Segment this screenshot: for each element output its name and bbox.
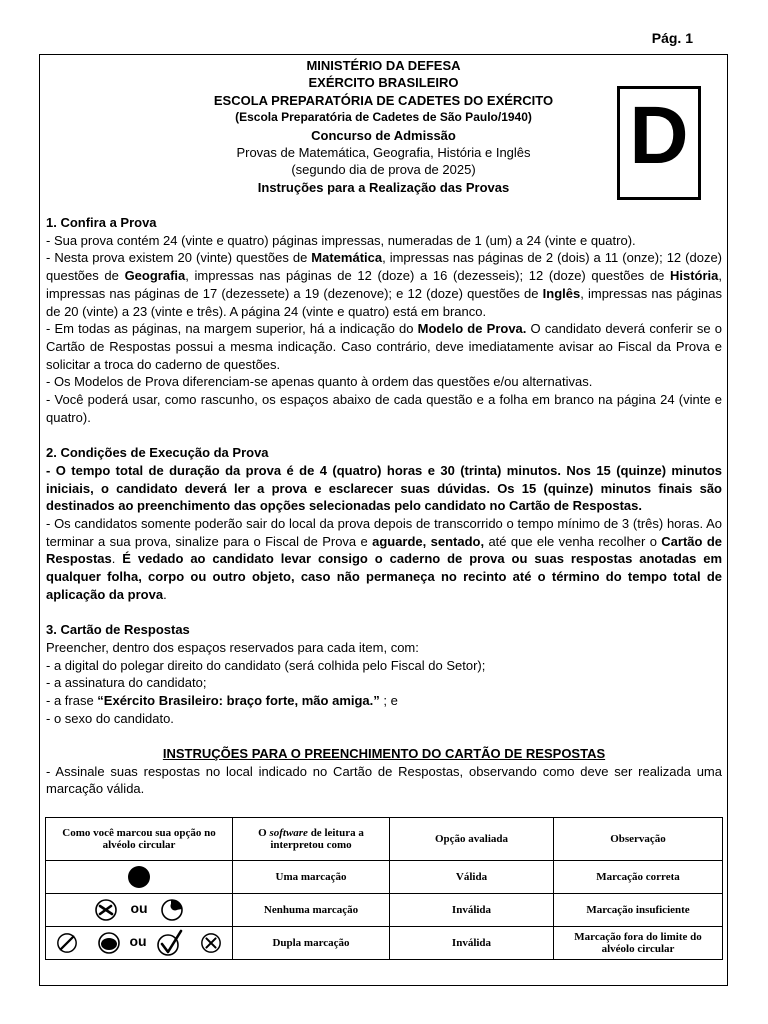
section3-item-signature: - a assinatura do candidato;: [46, 675, 207, 691]
filled-circle-icon: [127, 865, 151, 889]
row-evaluation: Inválida: [390, 927, 554, 960]
header-school-subtitle: (Escola Preparatória de Cadetes de São Paulo/1940): [235, 110, 532, 125]
mark-examples-insufficient: [46, 894, 233, 927]
mark-examples-valid: [46, 861, 233, 894]
header-instructions-title: Instruções para a Realização das Provas: [257, 179, 510, 195]
header-software-reading: O software de leitura a interpretou como: [233, 818, 390, 861]
table-row: [46, 861, 723, 894]
check-circle-icon: [155, 928, 185, 958]
section1-p2: - Nesta prova existem 20 (vinte) questões de Matemática, impressas nas páginas de 2 (dois) a 11 (onze); 12 (doze) questões de Geografia, impressas nas páginas de 12 (doze) a 16 (dezesseis); 12 (doze) questões de História, impressas nas páginas de 17 (dezessete) a 19 (dezenove); e 12 (doze) questões de Inglês, impressas nas páginas de 20 (vinte) a 23 (vinte e três). A página 24 (vinte e quatro) está em branco.: [46, 250, 722, 319]
exam-model-box: [617, 86, 701, 200]
answer-card-instructions-text: - Assinale suas respostas no local indicado no Cartão de Respostas, observando como deve ser realizada uma marcação válida.: [46, 763, 722, 797]
header-how-marked: Como você marcou sua opção no alvéolo circular: [46, 818, 233, 861]
section1-p5: - Você poderá usar, como rascunho, os espaços abaixo de cada questão e a folha em branco na página 24 (vinte e quatro).: [46, 392, 722, 425]
table-row: [46, 927, 723, 960]
document-frame: [39, 54, 728, 986]
section3-title: 3. Cartão de Respostas: [46, 622, 190, 638]
section3-item-sex: - o sexo do candidato.: [46, 710, 174, 726]
page-number: Pág. 1: [651, 30, 693, 46]
row-observation: Marcação insuficiente: [554, 894, 723, 927]
x-circle-icon: [200, 932, 222, 954]
section3-item-phrase: - a frase “Exército Brasileiro: braço forte, mão amiga.” ; e: [46, 692, 398, 708]
table-row: [46, 894, 723, 927]
header-subjects: Provas de Matemática, Geografia, História e Inglês: [236, 145, 531, 161]
header-contest: Concurso de Admissão: [311, 127, 456, 143]
section3-item-fingerprint: - a digital do polegar direito do candidato (será colhida pelo Fiscal do Setor);: [46, 657, 486, 673]
row-evaluation: Inválida: [390, 894, 554, 927]
or-label: ou: [130, 899, 148, 916]
header-ministry: MINISTÉRIO DA DEFESA: [306, 58, 461, 73]
section2-p1: - O tempo total de duração da prova é de 4 (quatro) horas e 30 (trinta) minutos. Nos 15 (quinze) minutos iniciais, o candidato deverá ler a prova e esclarecer suas dúvidas. Os 15 (quinze) minutos finais são destinados ao preenchimento das opções selecionadas pelo candidato no Cartão de Respostas.: [46, 462, 722, 514]
header-observation: Observação: [554, 818, 723, 861]
section1-p1: - Sua prova contém 24 (vinte e quatro) páginas impressas, numeradas de 1 (um) a 24 (vinte e quatro).: [46, 232, 636, 248]
slashed-circle-icon: [56, 932, 78, 954]
row-observation: Marcação fora do limite do alvéolo circular: [554, 927, 723, 960]
section1-title: 1. Confira a Prova: [46, 215, 157, 230]
section2-p2: - Os candidatos somente poderão sair do local da prova depois de transcorrido o tempo mínimo de 3 (três) horas. Ao terminar a sua prova, sinalize para o Fiscal de Prova e aguarde, sentado, até que ele venha recolher o Cartão de Respostas. É vedado ao candidato levar consigo o caderno de prova ou suas respostas anotadas em qualquer folha, corpo ou outro objeto, caso não permaneça no recinto até o término do tempo total de aplicação da prova.: [46, 515, 723, 602]
section1-p4: - Os Modelos de Prova diferenciam-se apenas quanto à ordem das questões e/ou alternativas.: [46, 374, 593, 390]
exam-model-letter: D: [629, 90, 689, 181]
partial-x-circle-icon: [94, 898, 118, 922]
table-header-row: [46, 818, 723, 861]
header-army: EXÉRCITO BRASILEIRO: [308, 75, 459, 91]
section1-p3: - Em todas as páginas, na margem superior, há a indicação do Modelo de Prova. O candidato deverá conferir se o Cartão de Respostas possui a mesma indicação. Caso contrário, deve imediatamente avisar ao Fiscal da Prova e solicitar a troca do caderno de questões.: [46, 321, 722, 372]
overflow-fill-circle-icon: [97, 931, 121, 955]
instructions-body: [46, 214, 722, 798]
answer-card-instructions-title: INSTRUÇÕES PARA O PREENCHIMENTO DO CARTÃO DE RESPOSTAS: [162, 746, 606, 762]
row-interpretation: Uma marcação: [233, 861, 390, 894]
row-interpretation: Dupla marcação: [233, 927, 390, 960]
row-evaluation: Válida: [390, 861, 554, 894]
header-option-evaluated: Opção avaliada: [390, 818, 554, 861]
section2-title: 2. Condições de Execução da Prova: [46, 445, 269, 461]
partial-fill-circle-icon: [160, 898, 184, 922]
row-interpretation: Nenhuma marcação: [233, 894, 390, 927]
header-school: ESCOLA PREPARATÓRIA DE CADETES DO EXÉRCITO: [213, 92, 554, 108]
row-observation: Marcação correta: [554, 861, 723, 894]
mark-examples-invalid: [46, 927, 233, 960]
or-label: ou: [129, 932, 147, 949]
marking-examples-table: [45, 817, 723, 960]
section3-intro: Preencher, dentro dos espaços reservados para cada item, com:: [46, 639, 419, 655]
header-exam-day: (segundo dia de prova de 2025): [291, 162, 476, 178]
